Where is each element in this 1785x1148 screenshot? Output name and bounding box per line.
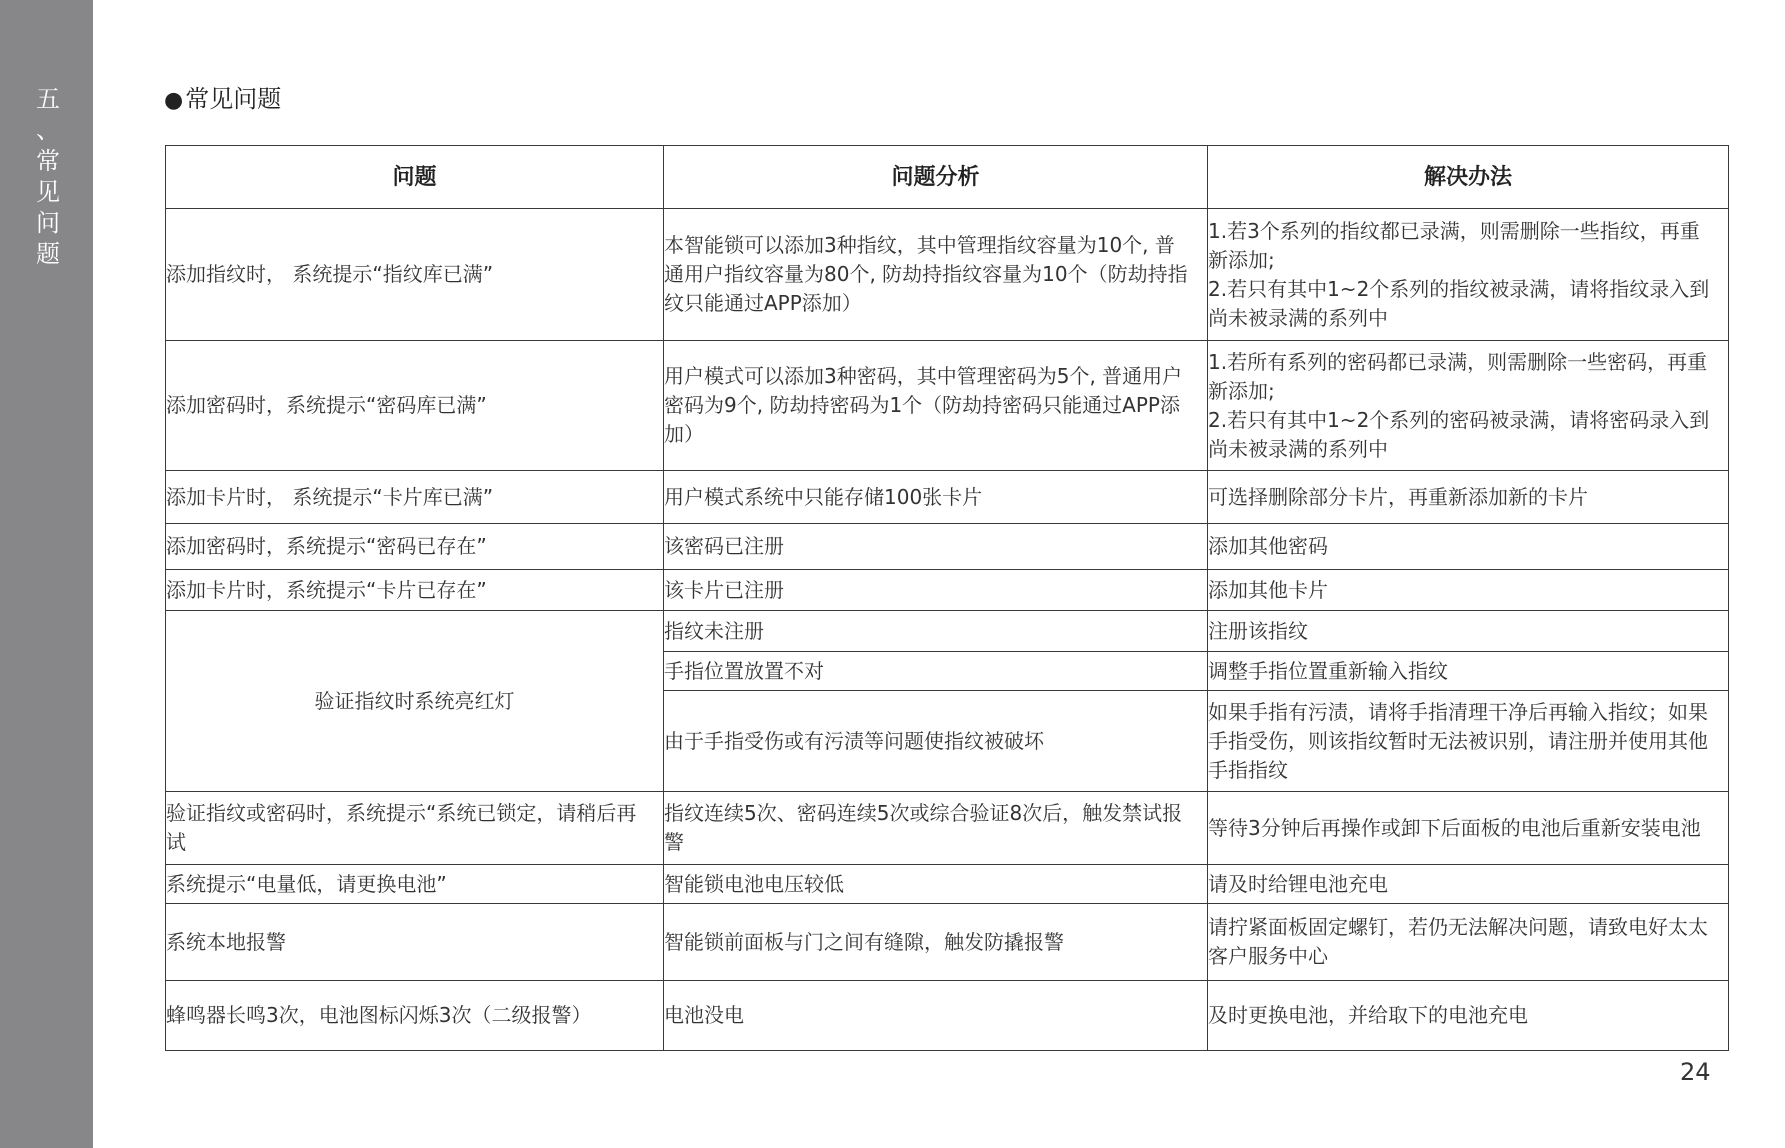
- question-cell: 蜂鸣器长鸣3次，电池图标闪烁3次（二级报警）: [166, 981, 664, 1051]
- solution-cell: 添加其他密码: [1208, 524, 1729, 570]
- table-row: [166, 471, 1729, 524]
- analysis-cell: 由于手指受伤或有污渍等问题使指纹被破坏: [664, 691, 1208, 792]
- header-analysis: 问题分析: [664, 146, 1208, 209]
- question-cell: 系统本地报警: [166, 904, 664, 981]
- analysis-cell: 该密码已注册: [664, 524, 1208, 570]
- solution-cell: 及时更换电池，并给取下的电池充电: [1208, 981, 1729, 1051]
- chapter-label: 五 、 常 见 问 题: [36, 85, 60, 268]
- faq-table: [165, 145, 1729, 1051]
- table-row: [166, 341, 1729, 471]
- solution-cell: 请及时给锂电池充电: [1208, 865, 1729, 904]
- question-cell: 添加指纹时， 系统提示“指纹库已满”: [166, 209, 664, 341]
- question-cell: 验证指纹或密码时，系统提示“系统已锁定，请稍后再试: [166, 792, 664, 865]
- chapter-side-tab: [0, 0, 93, 1148]
- section-title: 常见问题: [185, 85, 282, 113]
- section-heading: [164, 84, 281, 116]
- header-solution: 解决办法: [1208, 146, 1729, 209]
- solution-cell: 添加其他卡片: [1208, 570, 1729, 611]
- question-cell: 系统提示“电量低，请更换电池”: [166, 865, 664, 904]
- analysis-cell: 指纹未注册: [664, 611, 1208, 652]
- solution-cell: 注册该指纹: [1208, 611, 1729, 652]
- table-row: [166, 570, 1729, 611]
- solution-cell: 调整手指位置重新输入指纹: [1208, 652, 1729, 691]
- question-cell: 添加密码时，系统提示“密码已存在”: [166, 524, 664, 570]
- analysis-cell: 指纹连续5次、密码连续5次或综合验证8次后，触发禁试报警: [664, 792, 1208, 865]
- table-row: [166, 792, 1729, 865]
- table-row: [166, 611, 1729, 652]
- solution-cell: 等待3分钟后再操作或卸下后面板的电池后重新安装电池: [1208, 792, 1729, 865]
- solution-cell: 1.若3个系列的指纹都已录满，则需删除一些指纹，再重新添加; 2.若只有其中1~2个系列的指纹被录满，请将指纹录入到尚未被录满的系列中: [1208, 209, 1729, 341]
- table-row: [166, 524, 1729, 570]
- analysis-cell: 手指位置放置不对: [664, 652, 1208, 691]
- table-row: [166, 904, 1729, 981]
- table-header-row: [166, 146, 1729, 209]
- analysis-cell: 智能锁电池电压较低: [664, 865, 1208, 904]
- analysis-cell: 智能锁前面板与门之间有缝隙，触发防撬报警: [664, 904, 1208, 981]
- analysis-cell: 用户模式系统中只能存储100张卡片: [664, 471, 1208, 524]
- solution-cell: 可选择删除部分卡片，再重新添加新的卡片: [1208, 471, 1729, 524]
- analysis-cell: 本智能锁可以添加3种指纹，其中管理指纹容量为10个, 普通用户指纹容量为80个, 防劫持指纹容量为10个（防劫持指纹只能通过APP添加）: [664, 209, 1208, 341]
- table-row: [166, 865, 1729, 904]
- solution-cell: 如果手指有污渍，请将手指清理干净后再输入指纹；如果手指受伤，则该指纹暂时无法被识别，请注册并使用其他手指指纹: [1208, 691, 1729, 792]
- analysis-cell: 用户模式可以添加3种密码，其中管理密码为5个, 普通用户密码为9个, 防劫持密码为1个（防劫持密码只能通过APP添加）: [664, 341, 1208, 471]
- table-row: [166, 981, 1729, 1051]
- page-number: 24: [1680, 1058, 1711, 1086]
- question-cell: 添加卡片时，系统提示“卡片已存在”: [166, 570, 664, 611]
- question-cell: 验证指纹时系统亮红灯: [166, 611, 664, 792]
- question-cell: 添加密码时，系统提示“密码库已满”: [166, 341, 664, 471]
- analysis-cell: 电池没电: [664, 981, 1208, 1051]
- bullet-icon: ●: [164, 88, 184, 113]
- table-row: [166, 209, 1729, 341]
- question-cell: 添加卡片时， 系统提示“卡片库已满”: [166, 471, 664, 524]
- solution-cell: 1.若所有系列的密码都已录满，则需删除一些密码，再重新添加; 2.若只有其中1~2个系列的密码被录满，请将密码录入到尚未被录满的系列中: [1208, 341, 1729, 471]
- analysis-cell: 该卡片已注册: [664, 570, 1208, 611]
- header-question: 问题: [166, 146, 664, 209]
- solution-cell: 请拧紧面板固定螺钉，若仍无法解决问题，请致电好太太客户服务中心: [1208, 904, 1729, 981]
